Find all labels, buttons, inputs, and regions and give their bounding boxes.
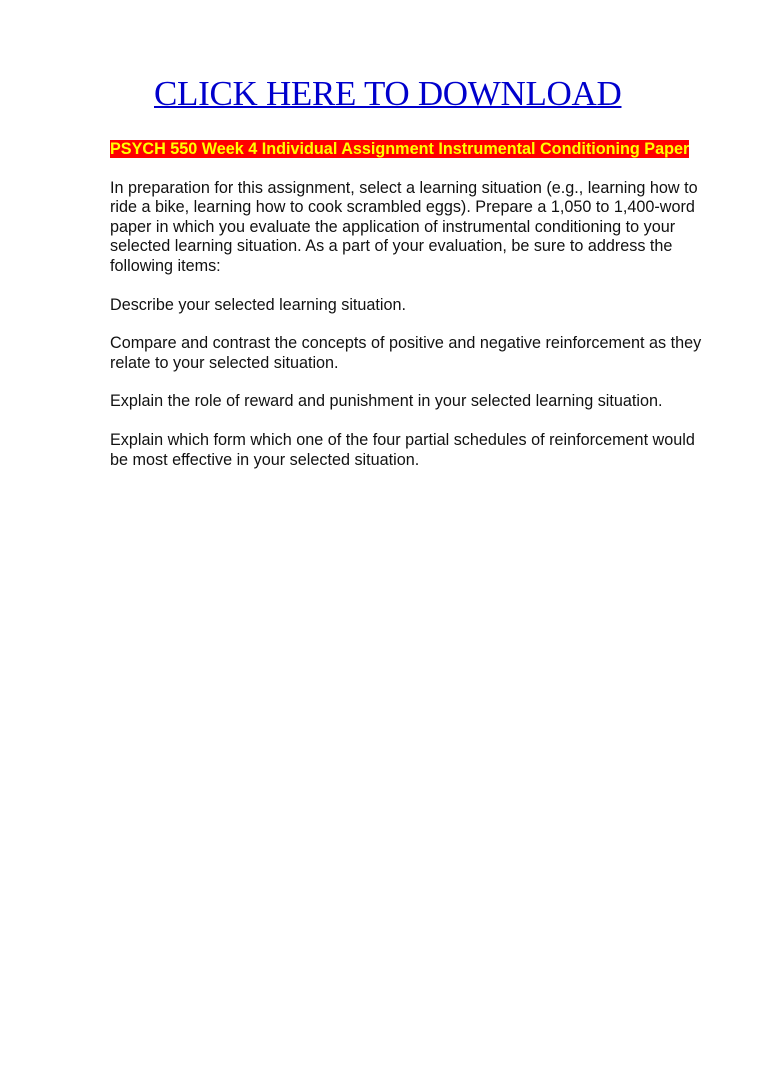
assignment-heading [110, 140, 710, 160]
document-body [110, 140, 710, 489]
heading-highlight: PSYCH 550 Week 4 Individual Assignment Instrumental Conditioning Paper [110, 140, 690, 158]
item-describe: Describe your selected learning situation. [110, 295, 407, 314]
intro-paragraph: In preparation for this assignment, select a learning situation (e.g., learning how to ride a bike, learning how to cook scrambled eggs). Prepare a 1,050 to 1,400-word paper in which you evaluate the application of instrumental conditioning to your selected learning situation. As a part of your evaluation, be sure to address the following items: [110, 178, 698, 275]
item-schedules: Explain which form which one of the four partial schedules of reinforcement would be most effective in your selected situation. [110, 430, 695, 469]
download-link[interactable]: CLICK HERE TO DOWNLOAD [154, 74, 622, 113]
item-reward: Explain the role of reward and punishment in your selected learning situation. [110, 392, 663, 411]
item-compare: Compare and contrast the concepts of positive and negative reinforcement as they relate to your selected situation. [110, 334, 702, 372]
